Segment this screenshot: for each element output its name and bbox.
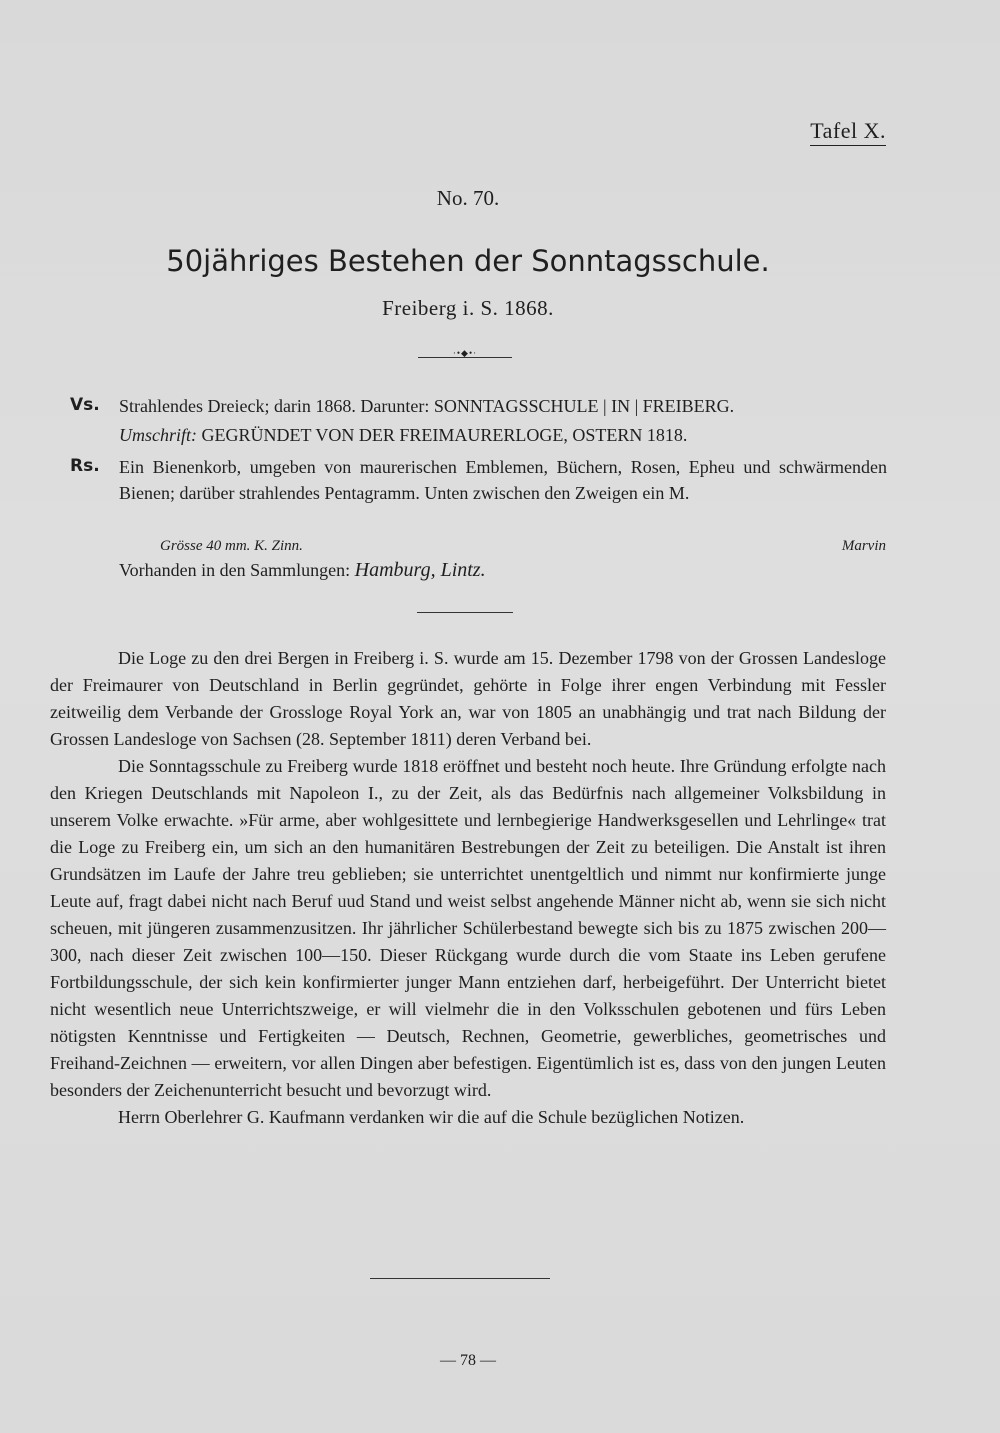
obverse-legend <box>119 422 887 448</box>
size-material: Grösse 40 mm. K. Zinn. <box>160 538 303 554</box>
reverse-label: Rs. <box>70 456 100 476</box>
legend-text: GEGRÜNDET VON DER FREIMAURERLOGE, OSTERN 1818. <box>197 425 688 445</box>
ornament-dots: ·•◆•· <box>452 348 478 358</box>
paragraph-lodge-history: Die Loge zu den drei Bergen in Freiberg i. S. wurde am 15. Dezember 1798 von der Grossen Landesloge der Freimaurer von Deutschland in Berlin gegründet, gehörte in Folge ihrer engen Verbindung mit Fessler zeitweilig dem Verbande der Grossloge Royal York an, war von 1805 an unabhängig und trat nach Bildung der Grossen Landesloge von Sachsen (28. September 1811) deren Verband bei. <box>50 648 886 749</box>
legend-label: Umschrift: <box>119 425 197 445</box>
obverse-label: Vs. <box>70 395 100 415</box>
paragraph-acknowledgement: Herrn Oberlehrer G. Kaufmann verdanken wir die auf die Schule bezüglichen Notizen. <box>118 1107 745 1127</box>
plate-label: Tafel X. <box>810 118 886 146</box>
page-number: — 78 — <box>440 1352 496 1369</box>
paragraph-sunday-school: Die Sonntagsschule zu Freiberg wurde 1818 eröffnet und besteht noch heute. Ihre Gründung erfolgte nach den Kriegen Deutschlands mit Napoleon I., zu der Zeit, als das Bedürfnis nach allgemeiner Volksbildung in unserem Volke erwachte. »Für arme, aber wohlgesittete und lernbegierige Handwerksgesellen und Lehrlinge« trat die Loge zu Freiberg ein, um sich an den humanitären Bestrebungen der Zeit zu beteiligen. Die Anstalt ist ihren Grundsätzen im Laufe der Jahre treu geblieben; sie unterrichtet unentgeltlich und nimmt nur konfirmierte junge Leute auf, fragt dabei nicht nach Beruf uud Stand und weist selbst angehende Männer nicht ab, wenn sie sich nicht scheuen, mit jüngeren zusammenzusitzen. Ihr jährlicher Schülerbestand bewegte sich bis zu 1875 zwischen 200—300, nach dieser Zeit zwischen 100—150. Dieser Rückgang wurde durch die vom Staate ins Leben gerufene Fortbildungsschule, der sich kein konfirmierter junger Mann entziehen darf, herbeigeführt. Der Unterricht bietet nicht wesentlich neue Unterrichtszweige, er will vielmehr die in den Volksschulen gebotenen und fürs Leben nötigsten Kenntnisse und Fertigkeiten — Deutsch, Rechnen, Geometrie, gewerbliches, geometrisches und Freihand-Zeichnen — erweitern, vor allen Dingen aber befestigen. Eigentümlich ist es, dass von den jungen Leuten besonders der Zeichenunterricht besucht und bevorzugt wird. <box>50 756 886 1100</box>
ornament-divider <box>418 348 512 361</box>
reverse-description: Ein Bienenkorb, umgeben von maurerischen Emblemen, Büchern, Rosen, Epheu und schwärmenden Bienen; darüber strahlendes Pentagramm. Unten zwischen den Zweigen ein M. <box>119 457 887 503</box>
engraver-name: Marvin <box>841 538 886 554</box>
entry-place-year: Freiberg i. S. 1868. <box>382 296 554 320</box>
entry-title: 50jähriges Bestehen der Sonntagsschule. <box>166 244 770 278</box>
entry-number: No. 70. <box>436 186 500 210</box>
bottom-rule <box>370 1278 550 1279</box>
collections-line <box>119 559 486 582</box>
collections-places: Hamburg, Lintz. <box>354 559 486 581</box>
section-separator <box>417 612 513 613</box>
obverse-description: Strahlendes Dreieck; darin 1868. Darunter: SONNTAGSSCHULE | IN | FREIBERG. <box>119 396 735 416</box>
collections-prefix: Vorhanden in den Sammlungen: <box>119 560 351 580</box>
body-text <box>50 645 886 1131</box>
